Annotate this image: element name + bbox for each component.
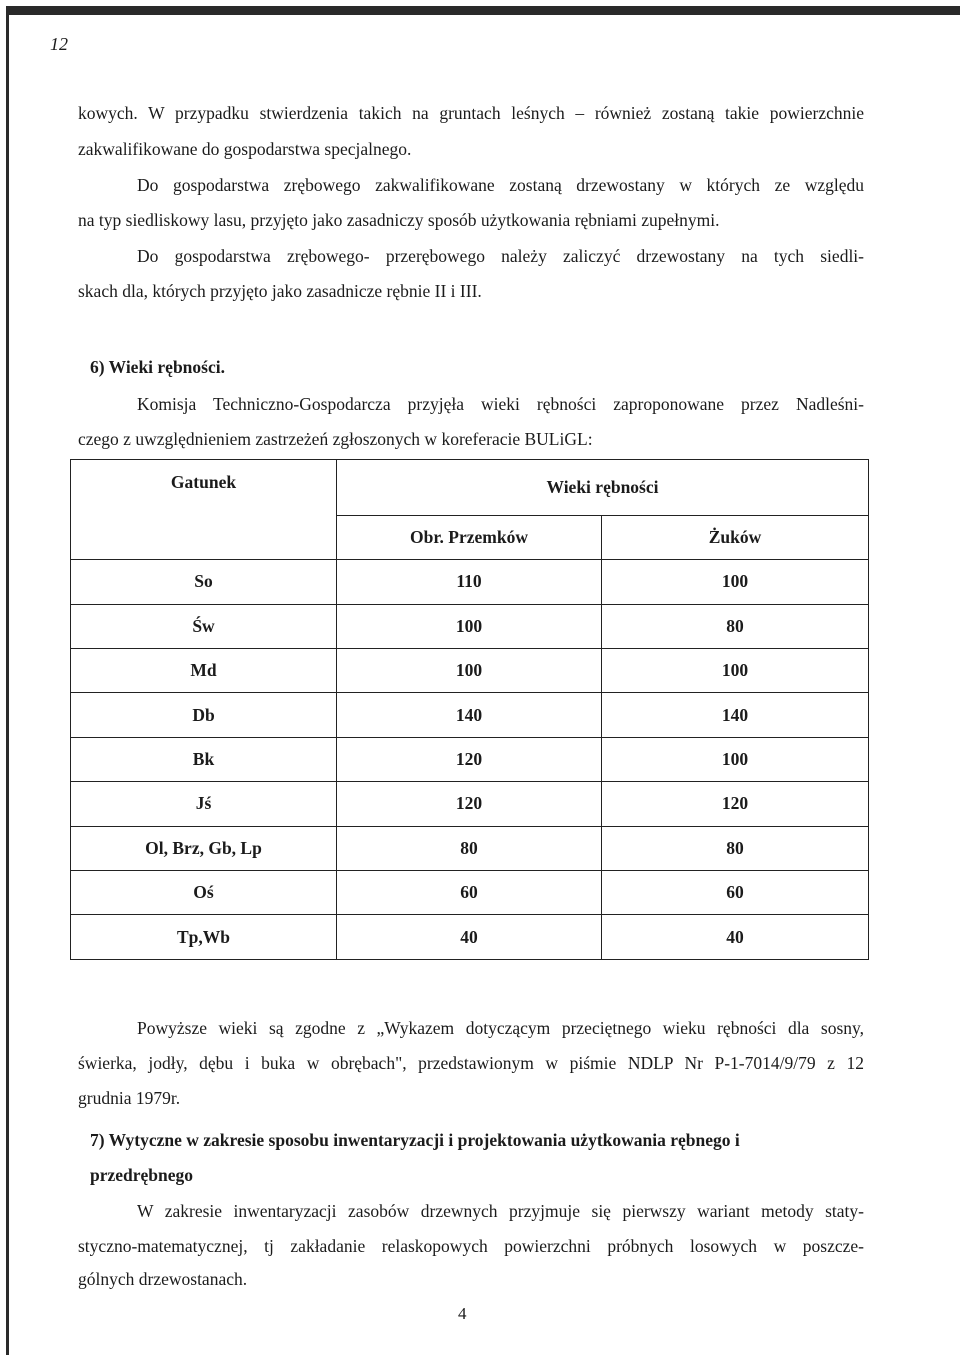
cell-przemkow: 40 [337,915,602,959]
intro-line-2: zakwalifikowane do gospodarstwa specjalnego. [78,139,412,159]
intro-line-4: na typ siedliskowy lasu, przyjęto jako zasadniczy sposób użytkowania rębniami zupełnymi. [78,210,720,230]
after-table-line-3: grudnia 1979r. [78,1088,181,1108]
table-row [71,649,869,693]
table-row [71,915,869,959]
table-row [71,782,869,826]
cell-przemkow: 100 [337,649,602,693]
intro-line-5: Do gospodarstwa zrębowego- przerębowego należy zaliczyć drzewostany na tych siedli- [137,246,864,266]
cell-species: Św [71,604,337,648]
section-6-heading: 6) Wieki rębności. [90,357,225,377]
table-row [71,871,869,915]
cell-species: Ol, Brz, Gb, Lp [71,826,337,870]
page-number-bottom: 4 [458,1304,467,1323]
table-row [71,826,869,870]
cell-przemkow: 140 [337,693,602,737]
table-subheader-row [71,515,869,559]
cell-zukow: 140 [602,693,869,737]
after-table-line-2: świerka, jodły, dębu i buka w obrębach", przedstawionym w piśmie NDLP Nr P-1-7014/9/79 z 12 [78,1053,864,1073]
section-6-line-1: Komisja Techniczno-Gospodarcza przyjęła wieki rębności zaproponowane przez Nadleśni- [137,394,864,414]
cell-species: So [71,560,337,604]
table-row [71,560,869,604]
section-7-line-3: gólnych drzewostanach. [78,1269,248,1289]
cell-przemkow: 120 [337,782,602,826]
cell-zukow: 100 [602,737,869,781]
intro-line-6: skach dla, których przyjęto jako zasadnicze rębnie II i III. [78,281,482,301]
section-6-line-2: czego z uwzględnieniem zastrzeżeń zgłoszonych w koreferacie BULiGL: [78,429,593,449]
section-7-heading-line-1: 7) Wytyczne w zakresie sposobu inwentaryzacji i projektowania użytkowania rębnego i [90,1130,740,1150]
cell-przemkow: 60 [337,871,602,915]
header-species-spacer [71,515,337,559]
cell-zukow: 120 [602,782,869,826]
after-table-line-1: Powyższe wieki są zgodne z „Wykazem dotyczącym przeciętnego wieku rębności dla sosny, [137,1018,864,1038]
cell-zukow: 100 [602,649,869,693]
intro-line-1: kowych. W przypadku stwierdzenia takich na gruntach leśnych – również zostaną takie powierzchnie [78,103,864,123]
cell-species: Tp,Wb [71,915,337,959]
cell-species: Bk [71,737,337,781]
cell-species: Oś [71,871,337,915]
rotation-age-table [70,459,869,960]
header-rotation-ages: Wieki rębności [337,460,869,516]
header-przemkow: Obr. Przemków [337,515,602,559]
cell-zukow: 80 [602,604,869,648]
section-7-heading-line-2: przedrębnego [90,1165,194,1185]
cell-species: Md [71,649,337,693]
cell-zukow: 40 [602,915,869,959]
cell-przemkow: 80 [337,826,602,870]
top-border [6,6,960,15]
intro-line-3: Do gospodarstwa zrębowego zakwalifikowane zostaną drzewostany w których ze względu [137,175,864,195]
section-7-line-2: styczno-matematycznej, tj zakładanie relaskopowych powierzchni próbnych losowych w poszcze- [78,1236,864,1256]
cell-zukow: 100 [602,560,869,604]
cell-zukow: 60 [602,871,869,915]
cell-przemkow: 100 [337,604,602,648]
header-zukow: Żuków [602,515,869,559]
page-number-top: 12 [50,34,68,54]
table-header-row [71,460,869,516]
table-row [71,604,869,648]
header-species: Gatunek [71,460,337,516]
cell-species: Db [71,693,337,737]
table-row [71,693,869,737]
cell-species: Jś [71,782,337,826]
cell-przemkow: 120 [337,737,602,781]
cell-przemkow: 110 [337,560,602,604]
section-7-line-1: W zakresie inwentaryzacji zasobów drzewnych przyjmuje się pierwszy wariant metody staty- [137,1201,864,1221]
cell-zukow: 80 [602,826,869,870]
left-border [6,6,9,1355]
table-row [71,737,869,781]
